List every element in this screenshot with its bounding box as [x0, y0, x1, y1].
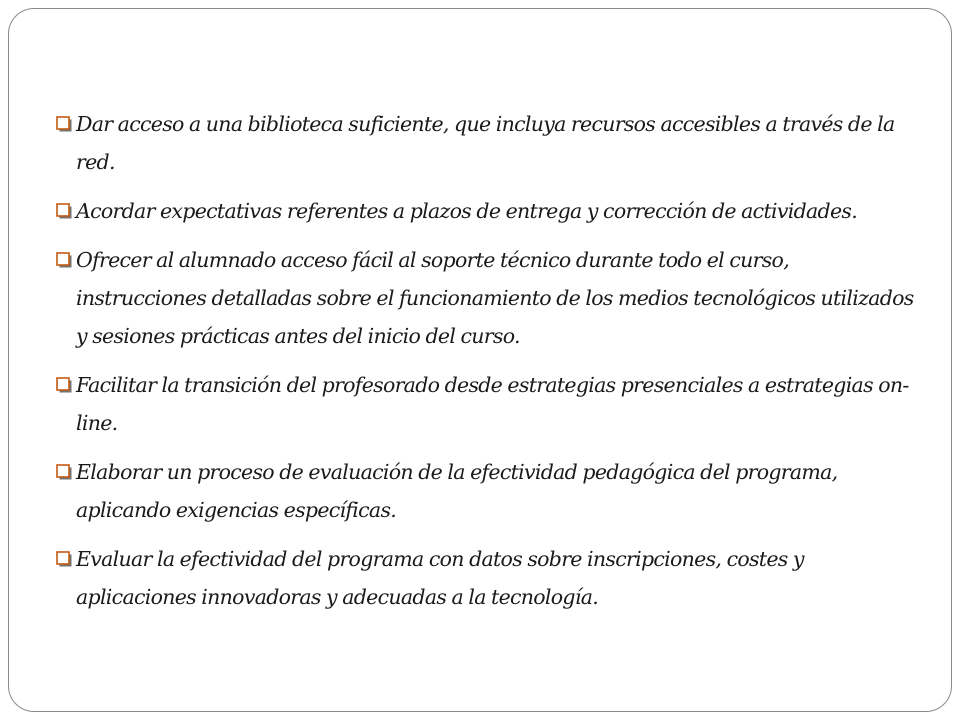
list-item — [56, 241, 916, 355]
checkbox-square-icon — [56, 116, 72, 132]
bullet-text: Dar acceso a una biblioteca suficiente, que incluya recursos accesibles a través de la red. — [76, 112, 895, 174]
bullet-list — [56, 105, 916, 627]
list-item — [56, 540, 916, 616]
checkbox-square-icon — [56, 252, 72, 268]
bullet-text: Facilitar la transición del profesorado desde estrategias presenciales a estrategias on-line. — [76, 373, 909, 435]
bullet-text: Evaluar la efectividad del programa con datos sobre inscripciones, costes y aplicaciones innovadoras y adecuadas a la tecnología. — [76, 547, 804, 609]
checkbox-square-icon — [56, 551, 72, 567]
bullet-text: Acordar expectativas referentes a plazos de entrega y corrección de actividades. — [76, 199, 858, 223]
bullet-text: Ofrecer al alumnado acceso fácil al soporte técnico durante todo el curso, instrucciones detalladas sobre el funcionamiento de los medios tecnológicos utilizados y sesiones prácticas antes del inicio del curso. — [76, 248, 914, 348]
slide-frame — [8, 8, 952, 712]
checkbox-square-icon — [56, 377, 72, 393]
list-item — [56, 192, 916, 230]
list-item — [56, 366, 916, 442]
list-item — [56, 453, 916, 529]
checkbox-square-icon — [56, 203, 72, 219]
checkbox-square-icon — [56, 464, 72, 480]
bullet-text: Elaborar un proceso de evaluación de la efectividad pedagógica del programa, aplicando exigencias específicas. — [76, 460, 838, 522]
list-item — [56, 105, 916, 181]
